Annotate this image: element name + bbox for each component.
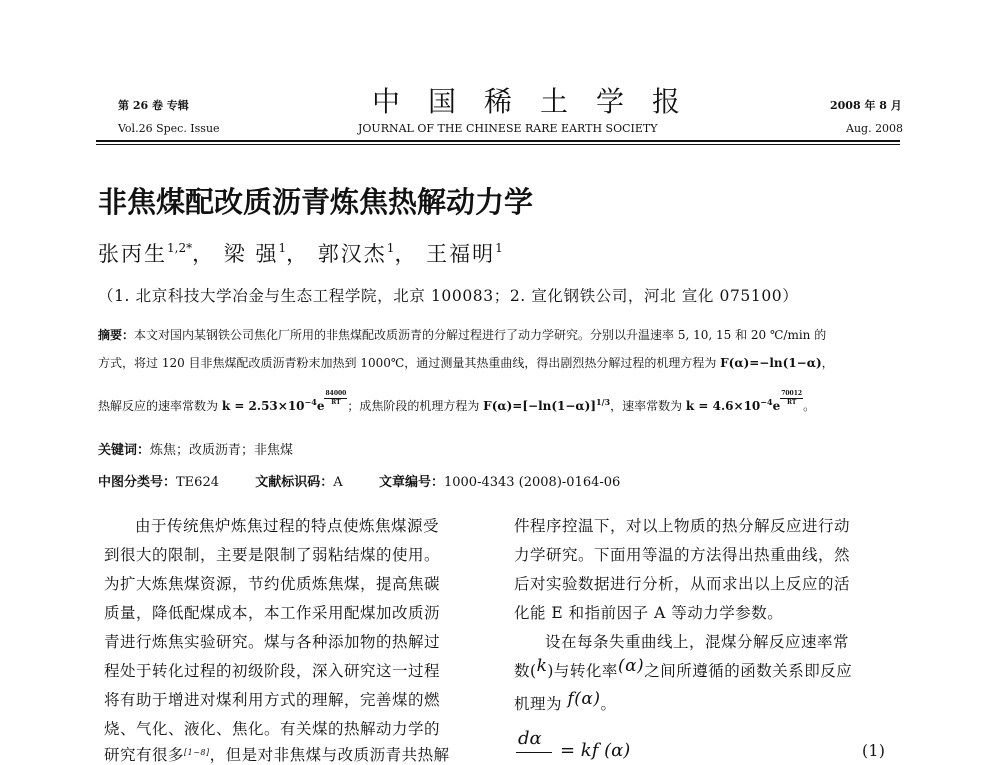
body-right-line: 后对实验数据进行分析，从而求出以上反应的活 xyxy=(514,575,851,593)
body-text: 机理为 xyxy=(514,695,568,713)
article-no-value: 1000-4343 (2008)-0164-06 xyxy=(443,475,621,490)
body-left-line: 到很大的限制，主要是限制了弱粘结煤的使用。 xyxy=(104,546,441,564)
author-separator: ， xyxy=(286,242,310,266)
header-date-en: Aug. 2008 xyxy=(846,122,904,135)
abstract-text: ；成焦阶段的机理方程为 xyxy=(347,399,484,413)
rate-constant-power: −4 xyxy=(304,397,317,407)
body-text: )与转化率 xyxy=(547,662,618,680)
body-left-line: 由于传统焦炉炼焦过程的特点使炼焦煤源受 xyxy=(135,517,440,535)
rate-constant-power: −4 xyxy=(760,397,773,407)
keywords-text: 炼焦；改质沥青；非焦煤 xyxy=(150,443,294,458)
author-affil-mark: 1 xyxy=(278,241,287,255)
clc-value: TE624 xyxy=(176,475,219,490)
formula-power: 1/3 xyxy=(596,397,611,407)
body-left-line: 将有助于增进对煤利用方式的理解，完善煤的燃 xyxy=(104,691,441,709)
body-right-line: 力学研究。下面用等温的方法得出热重曲线，然 xyxy=(514,546,851,564)
rate-constant-exponent xyxy=(324,390,347,407)
body-left-line-last xyxy=(104,743,450,765)
header-volume-cn: 第 26 卷 专辑 xyxy=(118,99,189,112)
abstract-label: 摘要： xyxy=(98,328,135,342)
clc-label: 中图分类号： xyxy=(98,475,177,490)
math-f-alpha: f(α) xyxy=(567,689,601,709)
keywords-label: 关键词： xyxy=(98,443,151,458)
mechanism-formula-2 xyxy=(483,399,610,413)
body-left-line: 为扩大炼焦煤资源，节约优质炼焦煤，提高焦碳 xyxy=(104,575,441,593)
equation-1-rhs: = kf (α) xyxy=(560,740,631,761)
body-right-line: 化能 E 和指前因子 A 等动力学参数。 xyxy=(514,604,784,622)
exponent-denominator: RT xyxy=(331,399,341,406)
formula-body: F(α)=[−ln(1−α)] xyxy=(483,399,597,413)
author-name: 梁 强 xyxy=(223,242,279,266)
abstract-line-2 xyxy=(98,354,834,371)
article-no-label: 文章编号： xyxy=(378,475,444,490)
rate-constant-coef: k = 4.6×10 xyxy=(685,399,761,413)
math-alpha: (α) xyxy=(617,656,645,676)
exponent-denominator: RT xyxy=(786,399,797,406)
body-left-line: 青进行炼焦实验研究。煤与各种添加物的热解过 xyxy=(104,633,441,651)
header-rule-thick xyxy=(96,140,900,142)
rate-constant-2 xyxy=(685,390,803,413)
author-separator: ， xyxy=(192,242,216,266)
body-left-line: 程处于转化过程的初级阶段，深入研究这一过程 xyxy=(104,662,441,680)
author-affil-mark: 1 xyxy=(495,241,503,255)
citation-ref: [1~8] xyxy=(184,748,210,757)
abstract-text: 。 xyxy=(803,399,816,413)
rate-constant-coef: k = 2.53×10 xyxy=(221,399,305,413)
equation-1-fraction-bar xyxy=(516,752,552,753)
header-date-cn: 2008 年 8 月 xyxy=(830,99,902,112)
author-affil-mark: 1 xyxy=(386,241,395,255)
article-title: 非焦煤配改质沥青炼焦热解动力学 xyxy=(98,185,534,219)
body-left-line: 质量，降低配煤成本，本工作采用配煤加改质沥 xyxy=(104,604,441,622)
body-left-line: 烧、气化、液化、焦化。有关煤的热解动力学的 xyxy=(104,720,441,738)
author-affil-mark: 1,2* xyxy=(167,241,193,255)
abstract-text: 热解反应的速率常数为 xyxy=(98,399,222,413)
body-text: 数( xyxy=(514,662,537,680)
classification-line xyxy=(98,471,620,490)
header-volume-en: Vol.26 Spec. Issue xyxy=(118,122,220,135)
author-name: 王福明 xyxy=(426,242,496,266)
author-list xyxy=(98,238,503,268)
header-rule-thin xyxy=(96,144,900,145)
abstract-text: 本文对国内某钢铁公司焦化厂所用的非焦煤配改质沥青的分解过程进行了动力学研究。分别以升温速率 5, 10, 15 和 20 ℃/min 的 xyxy=(134,328,827,342)
equation-1-number: (1) xyxy=(862,742,886,760)
keywords-line xyxy=(98,439,293,458)
exponent-numerator: 84000 xyxy=(325,390,347,397)
rate-constant-exponent xyxy=(780,390,803,407)
body-right-line: 设在每条失重曲线上，混煤分解反应速率常 xyxy=(545,633,850,651)
body-right-line: 件程序控温下，对以上物质的热分解反应进行动 xyxy=(514,517,851,535)
abstract-text: ， xyxy=(821,356,834,370)
exponent-numerator: 70012 xyxy=(781,390,803,397)
rate-constant-1 xyxy=(221,390,348,413)
doc-code-value: A xyxy=(333,475,343,490)
doc-code-label: 文献标识码： xyxy=(255,475,334,490)
rate-constant-e: e xyxy=(772,399,781,413)
equation-1-numerator: dα xyxy=(518,728,542,749)
body-text: 研究有很多 xyxy=(104,746,185,764)
mechanism-formula-1: F(α)=−ln(1−α) xyxy=(720,356,822,370)
header-journal-cn: 中国稀土学报 xyxy=(372,85,709,118)
author-name: 郭汉杰 xyxy=(317,242,387,266)
math-k: k xyxy=(536,656,548,676)
body-text: 之间所遵循的函数关系即反应 xyxy=(644,662,853,680)
body-right-line-7 xyxy=(514,689,617,714)
author-name: 张丙生 xyxy=(98,242,167,266)
abstract-text: ，速率常数为 xyxy=(610,399,686,413)
body-right-line-6 xyxy=(514,656,853,681)
abstract-line-1 xyxy=(98,326,826,343)
header-journal-en: JOURNAL OF THE CHINESE RARE EARTH SOCIETY xyxy=(358,122,658,135)
abstract-text: 方式，将过 120 目非焦煤配改质沥青粉末加热到 1000℃，通过测量其热重曲线，得出剧烈热分解过程的机理方程为 xyxy=(98,356,721,370)
author-separator: ， xyxy=(394,242,418,266)
body-text: 。 xyxy=(600,695,617,713)
rate-constant-e: e xyxy=(316,399,325,413)
affiliation: （1. 北京科技大学冶金与生态工程学院，北京 100083；2. 宣化钢铁公司，河北 宣化 075100） xyxy=(98,287,799,305)
abstract-line-3 xyxy=(98,390,816,414)
body-text: ，但是对非焦煤与改质沥青共热解 xyxy=(209,746,450,764)
